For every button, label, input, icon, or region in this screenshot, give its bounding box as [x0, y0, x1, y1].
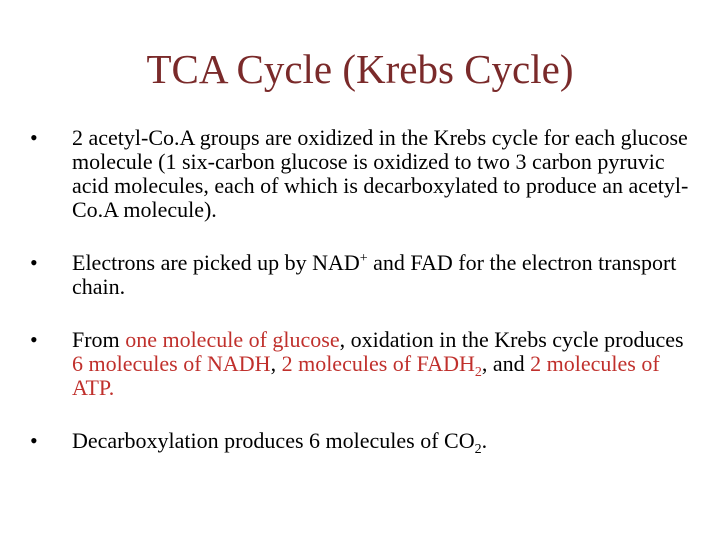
highlight-fadh2: [281, 351, 482, 380]
bullet-icon: •: [30, 125, 38, 150]
bullet-text-part: From: [72, 327, 126, 352]
subscript-2: 2: [474, 365, 482, 380]
superscript-plus: +: [359, 251, 368, 266]
bullet-icon: •: [30, 428, 38, 453]
bullet-text: 2 acetyl-Co.A groups are oxidized in the Krebs cycle for each glucose molecule (1 six-carbon glucose is oxidized to two 3 carbon pyruvic acid molecules, each of which is decarboxylated to produce an acetyl-Co.A molecule).: [72, 125, 689, 222]
bullet-list: [30, 125, 690, 457]
bullet-text-part: ,: [270, 351, 282, 376]
bullet-text-part: , and: [481, 351, 531, 376]
highlight-nadh: 6 molecules of NADH: [72, 351, 271, 376]
bullet-item-acetyl-coa: [30, 126, 690, 222]
bullet-text-part: , oxidation in the Krebs cycle produces: [339, 327, 684, 352]
bullet-text-part: Electrons are picked up by NAD: [72, 250, 360, 275]
subscript-2: 2: [474, 442, 482, 457]
bullet-text-part: and FAD for the electron transport chain.: [72, 250, 677, 299]
bullet-text-period: .: [108, 375, 115, 400]
highlight-atp: 2 molecules of ATP: [72, 351, 660, 400]
bullet-text-part: Decarboxylation produces 6 molecules of CO: [72, 428, 475, 453]
bullet-item-krebs-products: [30, 328, 690, 400]
bullet-item-decarboxylation: [30, 428, 690, 457]
highlight-one-glucose: one molecule of glucose: [125, 327, 340, 352]
bullet-text-part: .: [481, 428, 488, 453]
slide-title: TCA Cycle (Krebs Cycle): [146, 46, 574, 92]
highlight-fadh-text: 2 molecules of FADH: [281, 351, 475, 376]
bullet-item-electrons: [30, 251, 690, 299]
bullet-icon: •: [30, 327, 38, 352]
bullet-icon: •: [30, 250, 38, 275]
